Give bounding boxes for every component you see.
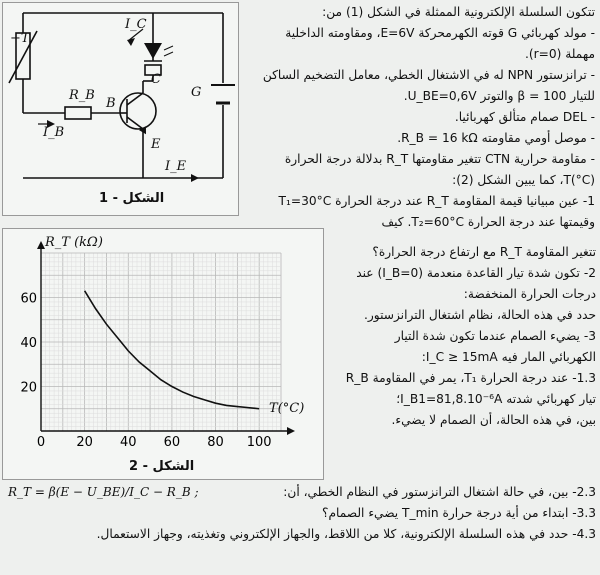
e-label: E — [151, 137, 161, 152]
text-line: تتكون السلسلة الإلكترونية الممثلة في الشكل (1) من: — [322, 5, 595, 19]
text-line: 4.3- حدد في هذه السلسلة الإلكترونية، كلا من اللاقط، والجهاز الإلكتروني وتغذيته، وجهاز الاستعمال. — [96, 527, 596, 541]
rb-label: R_B — [69, 88, 95, 103]
text-line: 1.3- عند درجة الحرارة T₁، يمر في المقاومة R_B — [345, 371, 596, 385]
x-tick-label: 100 — [246, 435, 272, 450]
x-tick-label: 40 — [119, 435, 137, 450]
text-line: - DEL صمام متألق كهربائيا. — [454, 110, 595, 124]
y-axis-arrow — [37, 241, 45, 249]
text-line: وقيمتها عند درجة الحرارة T₂=60°C. كيف — [381, 215, 595, 229]
chart-y-label: R_T (kΩ) — [45, 235, 103, 250]
chart-x-label: T(°C) — [269, 401, 305, 416]
questions-block — [326, 242, 596, 431]
x-tick-label: 60 — [163, 435, 181, 450]
rt-vs-temperature-chart — [3, 229, 323, 479]
text-line: مهملة (r=0). — [524, 47, 595, 61]
text-line: - ترانزستور NPN له في الاشتغال الخطي، معامل التضخيم الساكن — [262, 68, 595, 82]
text-line — [4, 482, 596, 503]
circuit-diagram — [3, 3, 238, 215]
y-tick-label: 40 — [20, 336, 37, 351]
ib-label: I_B — [43, 125, 65, 140]
rt-formula: R_T = β(E − U_BE)/I_C − R_B ; — [8, 485, 199, 499]
thermistor-label: −T — [10, 31, 30, 46]
figure-1-caption: الشكل - 1 — [99, 191, 165, 206]
text-line: 3.3- ابتداء من أية درجة حرارة T_min يضيء الصمام؟ — [322, 506, 596, 520]
text-line: تتغير المقاومة R_T مع ارتفاع درجة الحرارة؟ — [372, 245, 596, 259]
text-line: 1- عين مبيانيا قيمة المقاومة R_T عند درجة الحرارة T₁=30°C — [278, 194, 595, 208]
y-tick-label: 60 — [20, 291, 37, 307]
text-line: درجات الحرارة المنخفضة: — [463, 287, 596, 301]
x-tick-label: 20 — [76, 435, 93, 450]
x-tick-label: 0 — [36, 435, 46, 450]
figure-2-caption: الشكل - 2 — [129, 459, 195, 474]
y-tick-label: 20 — [20, 380, 37, 396]
text-line: للتيار β = 100 والتوتر U_BE=0,6V. — [403, 89, 595, 103]
g-label: G — [191, 85, 202, 100]
c-label: C — [151, 72, 161, 87]
final-questions — [4, 482, 596, 545]
text-line: - موصل أومي مقاومته R_B = 16 kΩ. — [397, 131, 595, 145]
text-line: بين، في هذه الحالة، أن الصمام لا يضيء. — [391, 413, 596, 427]
figure-2-chart — [2, 228, 324, 480]
x-tick-label: 80 — [207, 435, 224, 450]
text-line: 2.3- بين، في حالة اشتغال الترانزستور في النظام الخطي، أن: — [283, 485, 596, 499]
b-label: B — [106, 96, 116, 111]
text-line: 3- يضيء الصمام عندما تكون شدة التيار — [394, 329, 596, 343]
x-axis-arrow — [287, 427, 295, 435]
ic-label: I_C — [125, 17, 147, 32]
text-line: 2- تكون شدة تيار القاعدة منعدمة (I_B=0) عند — [356, 266, 596, 280]
text-line: تيار كهربائي شدته I_B1=81,8.10⁻⁶A؛ — [396, 392, 596, 406]
text-line: - مقاومة حرارية CTN تتغير مقاومتها R_T بدلالة درجة الحرارة — [284, 152, 595, 166]
problem-intro — [245, 2, 595, 233]
text-line: - مولد كهربائي G قوته الكهرمحركة E=6V، ومقاومته الداخلية — [285, 26, 595, 40]
ie-label: I_E — [165, 159, 187, 174]
text-line: الكهربائي المار فيه I_C ≥ 15mA: — [421, 350, 596, 364]
text-line: T(°C)، كما يبين الشكل (2): — [452, 173, 595, 187]
text-line: حدد في هذه الحالة، نظام اشتغال الترانزستور. — [364, 308, 596, 322]
figure-1-circuit — [2, 2, 239, 216]
